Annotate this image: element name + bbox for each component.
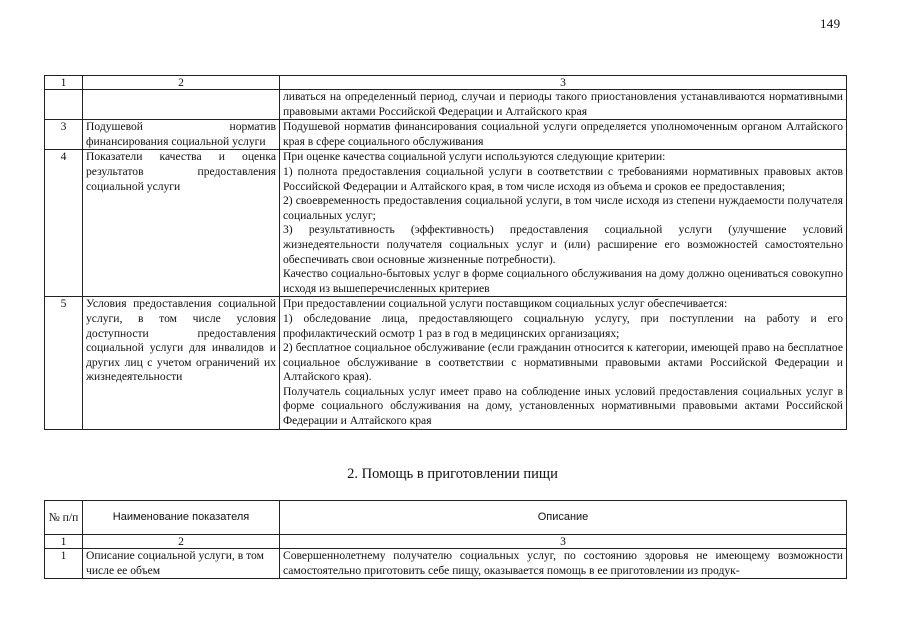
column-number-1: 1	[45, 76, 83, 90]
table-row	[45, 90, 847, 120]
header-description: Описание	[280, 501, 847, 535]
row-number: 4	[45, 150, 83, 297]
column-number-3: 3	[280, 535, 847, 549]
indicator-name: Подушевой норматив финансирования социальной услуги	[83, 120, 280, 150]
indicator-name: Условия предоставления социальной услуги, в том числе условия доступности предоставления социальной услуги для инвалидов и других лиц с учетом ограничений их жизнедеятельности	[83, 297, 280, 429]
column-number-2: 2	[83, 535, 280, 549]
indicator-name	[83, 90, 280, 120]
header-row	[45, 501, 847, 535]
description-paragraph: Подушевой норматив финансирования социальной услуги определяется уполномоченным органом Алтайского края в сфере социального обслуживания	[283, 120, 843, 148]
table-row	[45, 297, 847, 429]
column-number-row	[45, 76, 847, 90]
column-number-1: 1	[45, 535, 83, 549]
table-row	[45, 150, 847, 297]
header-indicator-name: Наименование показателя	[83, 501, 280, 535]
column-number-2: 2	[83, 76, 280, 90]
indicator-name: Описание социальной услуги, в том числе ее объем	[83, 549, 280, 579]
description-paragraph: 1) обследование лица, предоставляющего социальную услугу, при поступлении на работу и его профилактический осмотр 1 раз в год в медицинских организациях;	[283, 311, 843, 340]
column-number-row	[45, 535, 847, 549]
indicator-description	[280, 120, 847, 150]
row-number: 1	[45, 549, 83, 579]
page-number: 149	[820, 16, 841, 31]
section-title: 2. Помощь в приготовлении пищи	[347, 466, 558, 482]
column-number-3: 3	[280, 76, 847, 90]
row-number: 5	[45, 297, 83, 429]
table-row	[45, 549, 847, 579]
row-number: 3	[45, 120, 83, 150]
description-paragraph: ливаться на определенный период, случаи и периоды такого приостановления устанавливаются нормативными правовыми актами Российской Федерации и Алтайского края	[283, 90, 843, 118]
cooking-help-table	[44, 500, 847, 579]
description-paragraph: 3) результативность (эффективность) предоставления социальной услуги (улучшение условий жизнедеятельности получателя социальных услуг и (или) расширение его возможностей самостоятельно обеспечивать свои основные жизненные потребности).	[283, 223, 843, 266]
indicator-name: Показатели качества и оценка результатов предоставления социальной услуги	[83, 150, 280, 297]
description-paragraph: 1) полнота предоставления социальной услуги в соответствии с требованиями нормативных правовых актов Российской Федерации и Алтайского края, в том числе исходя из объема и сроков ее предоставления;	[283, 164, 843, 193]
description-paragraph: При предоставлении социальной услуги поставщиком социальных услуг обеспечивается:	[283, 297, 728, 311]
indicator-description	[280, 297, 847, 429]
description-paragraph: При оценке качества социальной услуги используются следующие критерии:	[283, 150, 666, 164]
indicator-description: Совершеннолетнему получателю социальных услуг, по состоянию здоровья не имеющему возможности самостоятельно приготовить себе пищу, оказывается помощь в ее приготовлении из продук-	[280, 549, 847, 579]
indicator-description	[280, 90, 847, 120]
indicator-description	[280, 150, 847, 297]
row-number	[45, 90, 83, 120]
description-paragraph: Качество социально-бытовых услуг в форме социального обслуживания на дому должно оцениваться совокупно исходя из вышеперечисленных критериев	[283, 267, 843, 295]
services-table-continued	[44, 75, 847, 430]
description-paragraph: 2) бесплатное социальное обслуживание (если гражданин относится к категории, имеющей право на бесплатное социальное обслуживание в соответствии с нормативными правовыми актами Российской Федерации и Алтайского края).	[283, 341, 843, 384]
header-number: № п/п	[45, 501, 83, 535]
table-row	[45, 120, 847, 150]
description-paragraph: 2) своевременность предоставления социальной услуги, в том числе исходя из степени нуждаемости получателя социальных услуг;	[283, 194, 843, 222]
description-paragraph: Получатель социальных услуг имеет право на соблюдение иных условий предоставления социальных услуг в форме социального обслуживания на дому, установленных нормативными правовыми актами Российской Федерации и Алтайского края	[283, 384, 843, 428]
